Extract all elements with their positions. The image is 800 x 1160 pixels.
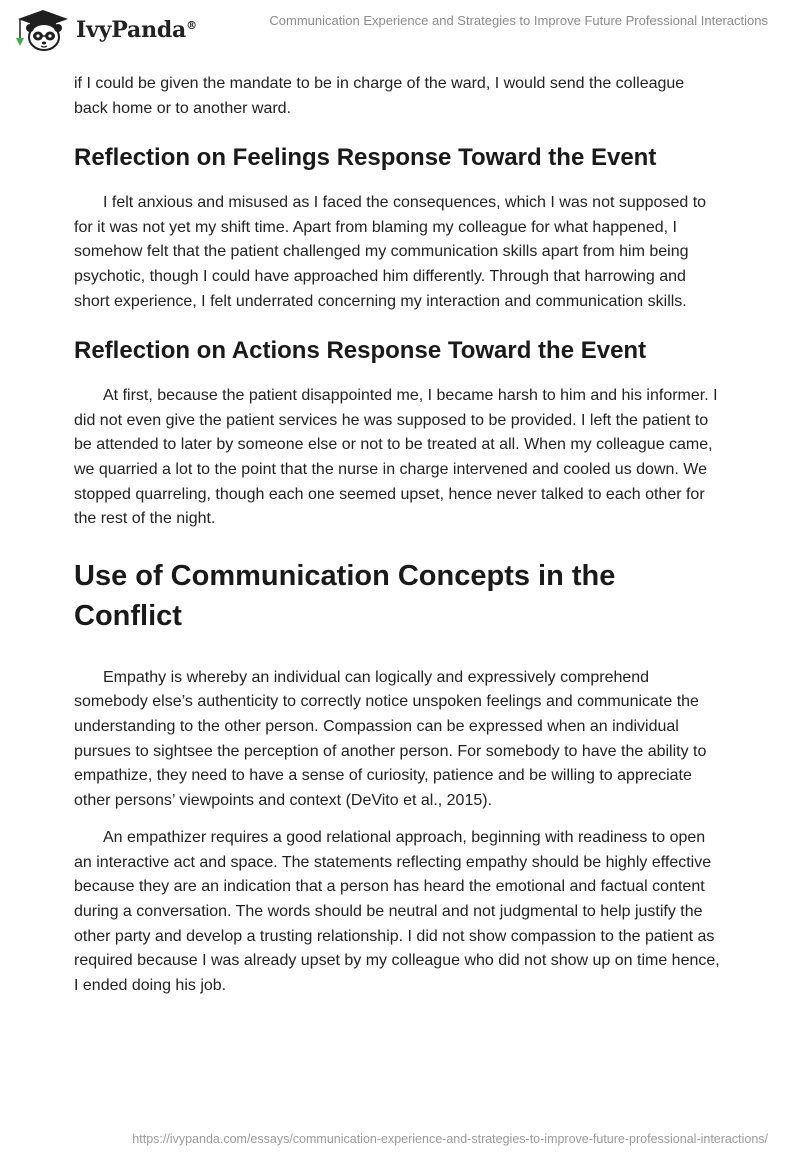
heading-feelings: Reflection on Feelings Response Toward the Event: [74, 144, 657, 172]
source-url-link[interactable]: https://ivypanda.com/essays/communication-experience-and-strategies-to-improve-future-professional-interactions/: [132, 1132, 768, 1146]
paragraph-feelings: I felt anxious and misused as I faced the consequences, which I was not supposed to for it was not yet my shift time. Apart from blaming my colleague for what happened, I somehow felt that the patient challenged my communication skills apart from him being psychotic, though I could have approached him differently. Through that harrowing and short experience, I felt underrated concerning my interaction and communication skills.: [74, 194, 707, 310]
page-header: [0, 0, 800, 64]
heading-actions: Reflection on Actions Response Toward the Event: [74, 337, 647, 365]
paragraph-empathizer: An empathizer requires a good relational approach, beginning with readiness to open an interactive act and space. The statements reflecting empathy should be highly effective because they are an indication that a person has heard the emotional and factual content during a conversation. The words should be neutral and not judgmental to help justify the other party and develop a trusting relationship. I did not show compassion to the patient as required because I was already upset by my colleague who did not show up on time hence, I ended doing his job.: [74, 829, 720, 994]
paragraph-actions: At first, because the patient disappointed me, I became harsh to him and his informer. I did not even give the patient services he was supposed to be provided. I left the patient to be attended to later by someone else or not to be treated at all. When my colleague came, we quarried a lot to the point that the nurse in charge intervened and cooled us down. We stopped quarreling, though each one seemed upset, hence never talked to each other for the rest of the night.: [74, 387, 718, 528]
intro-paragraph: if I could be given the mandate to be in charge of the ward, I would send the colleague back home or to another ward.: [74, 75, 685, 117]
essay-content: [74, 72, 722, 1011]
document-title: Communication Experience and Strategies to Improve Future Professional Interactions: [269, 13, 768, 28]
ivypanda-logo[interactable]: [14, 8, 197, 52]
brand-name: IvyPanda®: [76, 17, 197, 43]
paragraph-empathy: Empathy is whereby an individual can logically and expressively comprehend somebody else’s authenticity to correctly notice unspoken feelings and communicate the understanding to the other person. Compassion can be expressed when an individual pursues to sightsee the perception of another person. For somebody to have the ability to empathize, they need to have a sense of curiosity, patience and be willing to appreciate other persons’ viewpoints and context (DeVito et al., 2015).: [74, 668, 707, 809]
panda-graduate-icon: [14, 8, 72, 52]
heading-communication-concepts: Use of Communication Concepts in the Conflict: [74, 559, 616, 632]
